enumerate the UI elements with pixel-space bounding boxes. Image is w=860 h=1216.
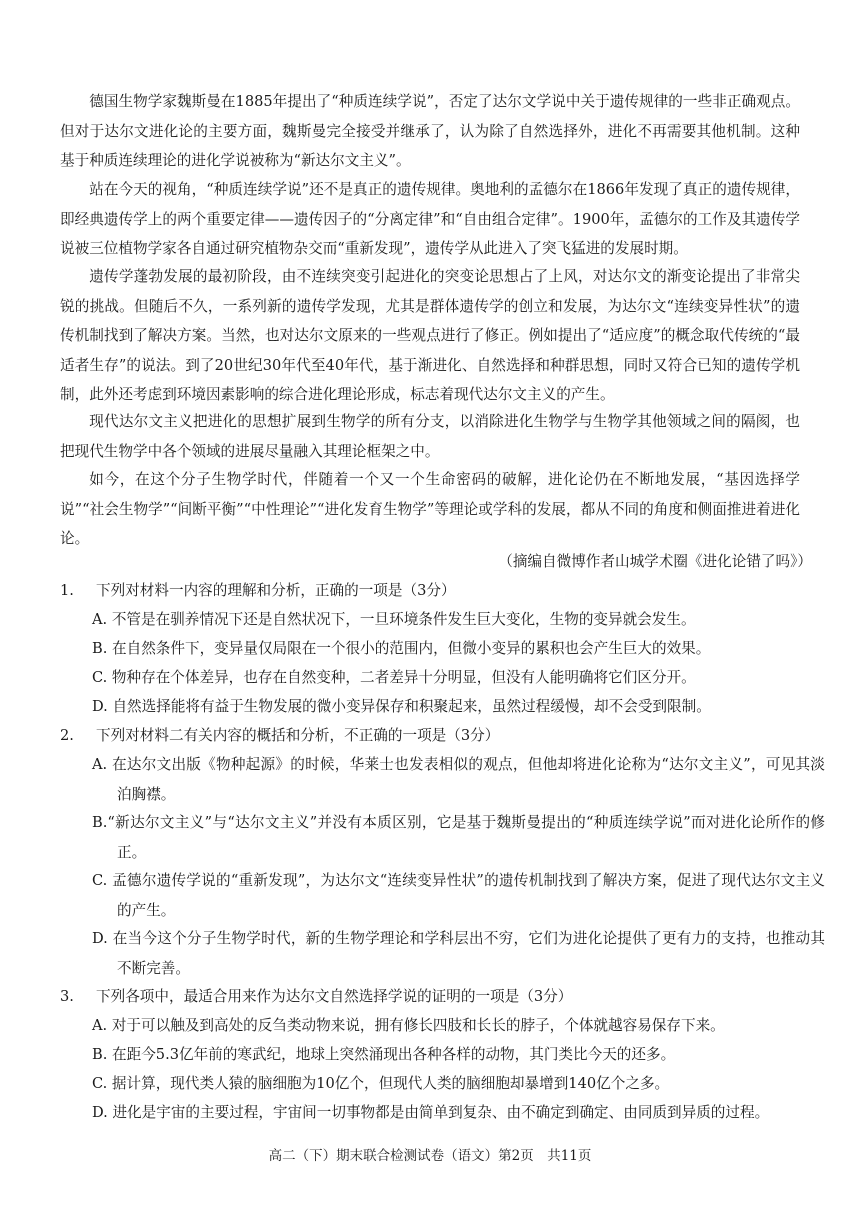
question-option: B. 在距今5.3亿年前的寒武纪，地球上突然涌现出各种各样的动物，其门类比今天的还多。: [92, 1046, 676, 1063]
question-option: A. 不管是在驯养情况下还是自然状况下，一旦环境条件发生巨大变化，生物的变异就会发生。: [92, 611, 696, 628]
question-stem: [60, 982, 800, 1012]
question-stem: [60, 576, 800, 606]
question-number: 1.: [60, 582, 74, 599]
question-number: 3.: [60, 988, 74, 1005]
question-option: D. 在当今这个分子生物学时代，新的生物学理论和学科层出不穷，它们为进化论提供了更有力的支持，也推动其不断完善。: [92, 930, 825, 977]
page-footer: 高二（下）期末联合检测试卷（语文）第2页 共11页: [268, 1148, 592, 1164]
question-text: 下列各项中，最适合用来作为达尔文自然选择学说的证明的一项是（3分）: [96, 988, 573, 1005]
question-text: 下列对材料一内容的理解和分析，正确的一项是（3分）: [96, 582, 456, 599]
passage-paragraph: 现代达尔文主义把进化的思想扩展到生物学的所有分支，以消除进化生物学与生物学其他领域之间的隔阂，也把现代生物学中各个领域的进展尽量融入其理论框架之中。: [60, 413, 800, 460]
question-option: C. 孟德尔遗传学说的“重新发现”，为达尔文“连续变异性状”的遗传机制找到了解决方案，促进了现代达尔文主义的产生。: [92, 872, 825, 919]
question-stem: [60, 721, 800, 751]
question-option: A. 在达尔文出版《物种起源》的时候，华莱士也发表相似的观点，但他却将进化论称为“达尔文主义”，可见其淡泊胸襟。: [92, 756, 825, 803]
passage-paragraph: 站在今天的视角，“种质连续学说”还不是真正的遗传规律。奥地利的孟德尔在1866年发现了真正的遗传规律，即经典遗传学上的两个重要定律——遗传因子的“分离定律”和“自由组合定律”。1900年，孟德尔的工作及其遗传学说被三位植物学家各自通过研究植物杂交而“重新发现”，遗传学从此进入了突飞猛进的发展时期。: [60, 181, 800, 257]
question-option: A. 对于可以触及到高处的反刍类动物来说，拥有修长四肢和长长的脖子，个体就越容易保存下来。: [92, 1017, 725, 1034]
question-option: D. 自然选择能将有益于生物发展的微小变异保存和积聚起来，虽然过程缓慢，却不会受到限制。: [92, 698, 711, 715]
question-option: B.“新达尔文主义”与“达尔文主义”并没有本质区别，它是基于魏斯曼提出的“种质连续学说”而对进化论所作的修正。: [92, 814, 825, 861]
question-number: 2.: [60, 727, 74, 744]
question-option: B. 在自然条件下，变异量仅局限在一个很小的范围内，但微小变异的累积也会产生巨大的效果。: [92, 640, 711, 657]
passage-paragraph: 如今，在这个分子生物学时代，伴随着一个又一个生命密码的破解，进化论仍在不断地发展，“基因选择学说”“社会生物学”“间断平衡”“中性理论”“进化发育生物学”等理论或学科的发展，都从不同的角度和侧面推进着进化论。: [60, 471, 800, 547]
source-citation: （摘编自微博作者山城学术圈《进化论错了吗》）: [498, 553, 812, 570]
passage-paragraph: 德国生物学家魏斯曼在1885年提出了“种质连续学说”，否定了达尔文学说中关于遗传规律的一些非正确观点。但对于达尔文进化论的主要方面，魏斯曼完全接受并继承了，认为除了自然选择外，进化不再需要其他机制。这种基于种质连续理论的进化学说被称为“新达尔文主义”。: [60, 93, 800, 169]
question-option: C. 据计算，现代类人猿的脑细胞为10亿个，但现代人类的脑细胞却暴增到140亿个之多。: [92, 1075, 670, 1092]
passage-paragraph: 遗传学蓬勃发展的最初阶段，由不连续突变引起进化的突变论思想占了上风，对达尔文的渐变论提出了非常尖锐的挑战。但随后不久，一系列新的遗传学发现，尤其是群体遗传学的创立和发展，为达尔文“连续变异性状”的遗传机制找到了解决方案。当然，也对达尔文原来的一些观点进行了修正。例如提出了“适应度”的概念取代传统的“最适者生存”的说法。到了20世纪30年代至40年代，基于渐进化、自然选择和种群思想，同时又符合已知的遗传学机制，此外还考虑到环境因素影响的综合进化理论形成，标志着现代达尔文主义的产生。: [60, 268, 800, 403]
question-option: D. 进化是宇宙的主要过程，宇宙间一切事物都是由简单到复杂、由不确定到确定、由同质到异质的过程。: [92, 1104, 770, 1121]
question-text: 下列对材料二有关内容的概括和分析，不正确的一项是（3分）: [96, 727, 500, 744]
question-option: C. 物种存在个体差异，也存在自然变种，二者差异十分明显，但没有人能明确将它们区分开。: [92, 669, 696, 686]
